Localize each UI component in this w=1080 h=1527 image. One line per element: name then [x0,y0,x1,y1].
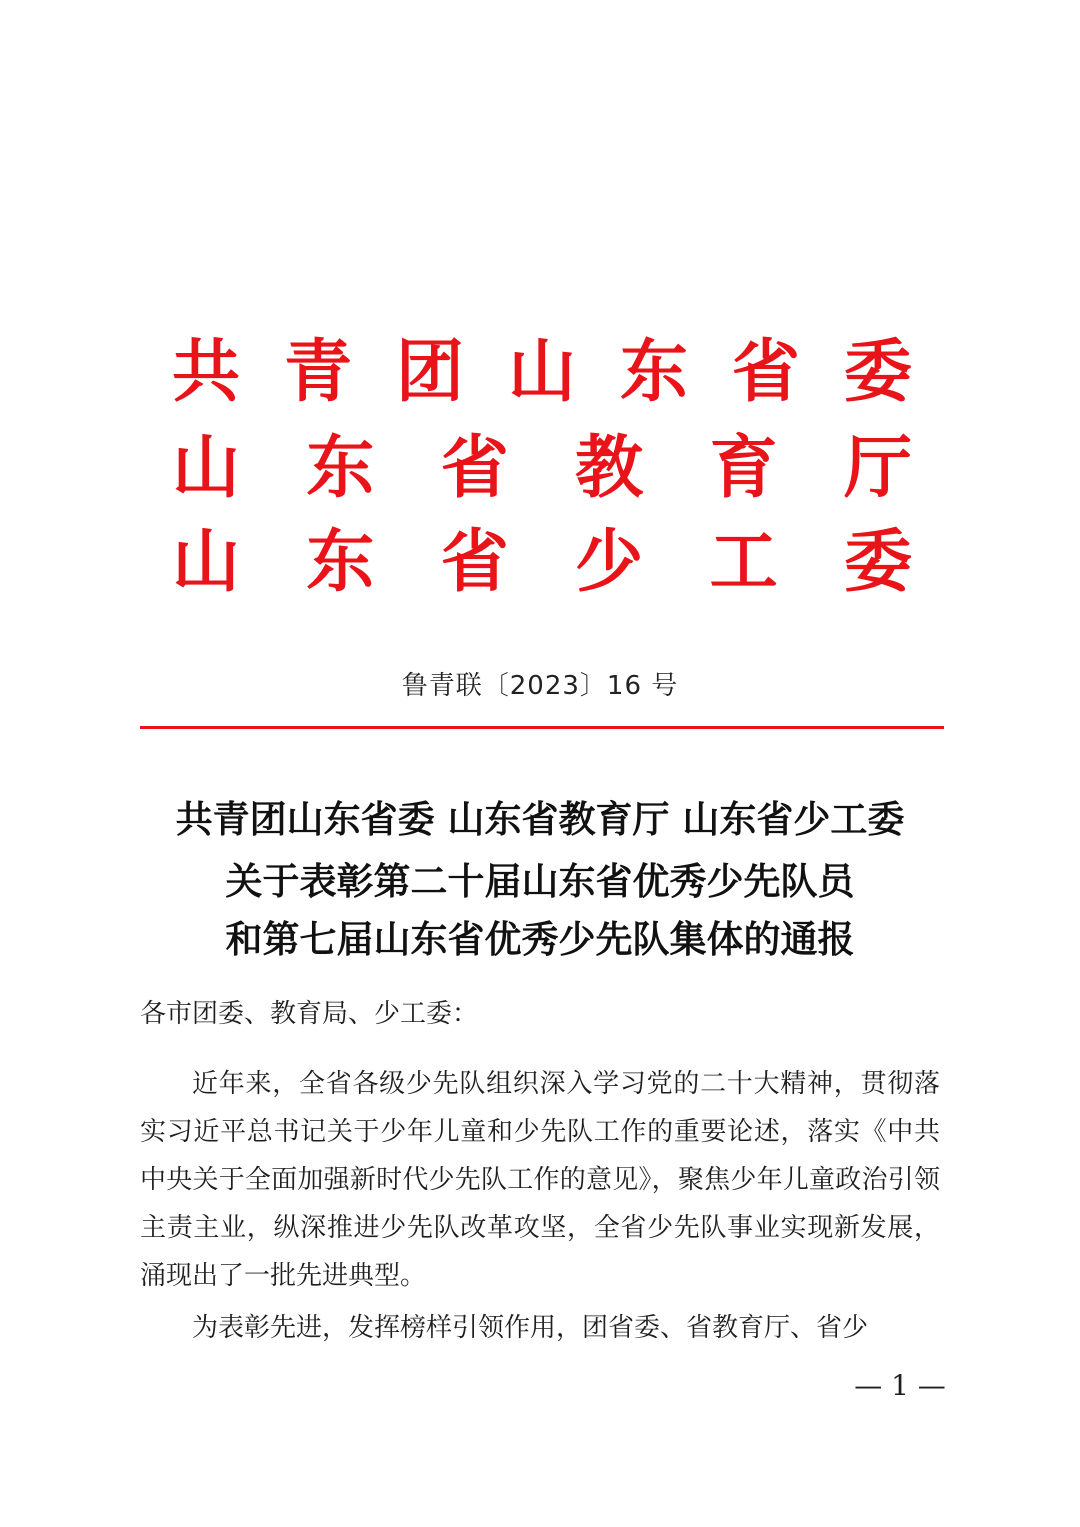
issuer-header-line-2 [172,428,912,508]
header-char: 省 [440,428,509,508]
header-char: 工 [709,522,778,602]
header-char: 东 [306,428,375,508]
body-paragraph-2: 为表彰先进，发挥榜样引领作用，团省委、省教育厅、省少 [192,1313,869,1343]
header-char: 青 [283,332,352,412]
header-char: 山 [507,332,576,412]
header-char: 委 [843,522,912,602]
document-title-line-3: 和第七届山东省优秀少先队集体的通报 [225,917,855,961]
body-paragraph-1: 近年来，全省各级少先队组织深入学习党的二十大精神，贯彻落实习近平总书记关于少年儿童和少先队工作的重要论述，落实《中共中央关于全面加强新时代少先队工作的意见》，聚焦少年儿童政治引领主责主业，纵深推进少先队改革攻坚，全省少先队事业实现新发展，涌现出了一批先进典型。 [140,1069,940,1291]
header-char: 山 [172,428,241,508]
salutation: 各市团委、教育局、少工委： [140,999,479,1029]
header-char: 省 [731,332,800,412]
document-title-line-1: 共青团山东省委 山东省教育厅 山东省少工委 [175,797,905,841]
document-number: 鲁青联〔2023〕16 号 [401,671,679,701]
header-char: 厅 [843,428,912,508]
red-divider-line [140,726,944,729]
header-char: 少 [575,522,644,602]
header-char: 育 [709,428,778,508]
header-char: 东 [619,332,688,412]
document-title-line-2: 关于表彰第二十届山东省优秀少先队员 [225,859,855,903]
header-char: 省 [440,522,509,602]
issuer-header-line-3 [172,522,912,602]
issuer-header-line-1 [172,332,912,412]
header-char: 山 [172,522,241,602]
header-char: 团 [395,332,464,412]
header-char: 教 [575,428,644,508]
header-char: 东 [306,522,375,602]
header-char: 共 [172,332,241,412]
header-char: 委 [843,332,912,412]
page-number: — 1 — [854,1369,946,1402]
